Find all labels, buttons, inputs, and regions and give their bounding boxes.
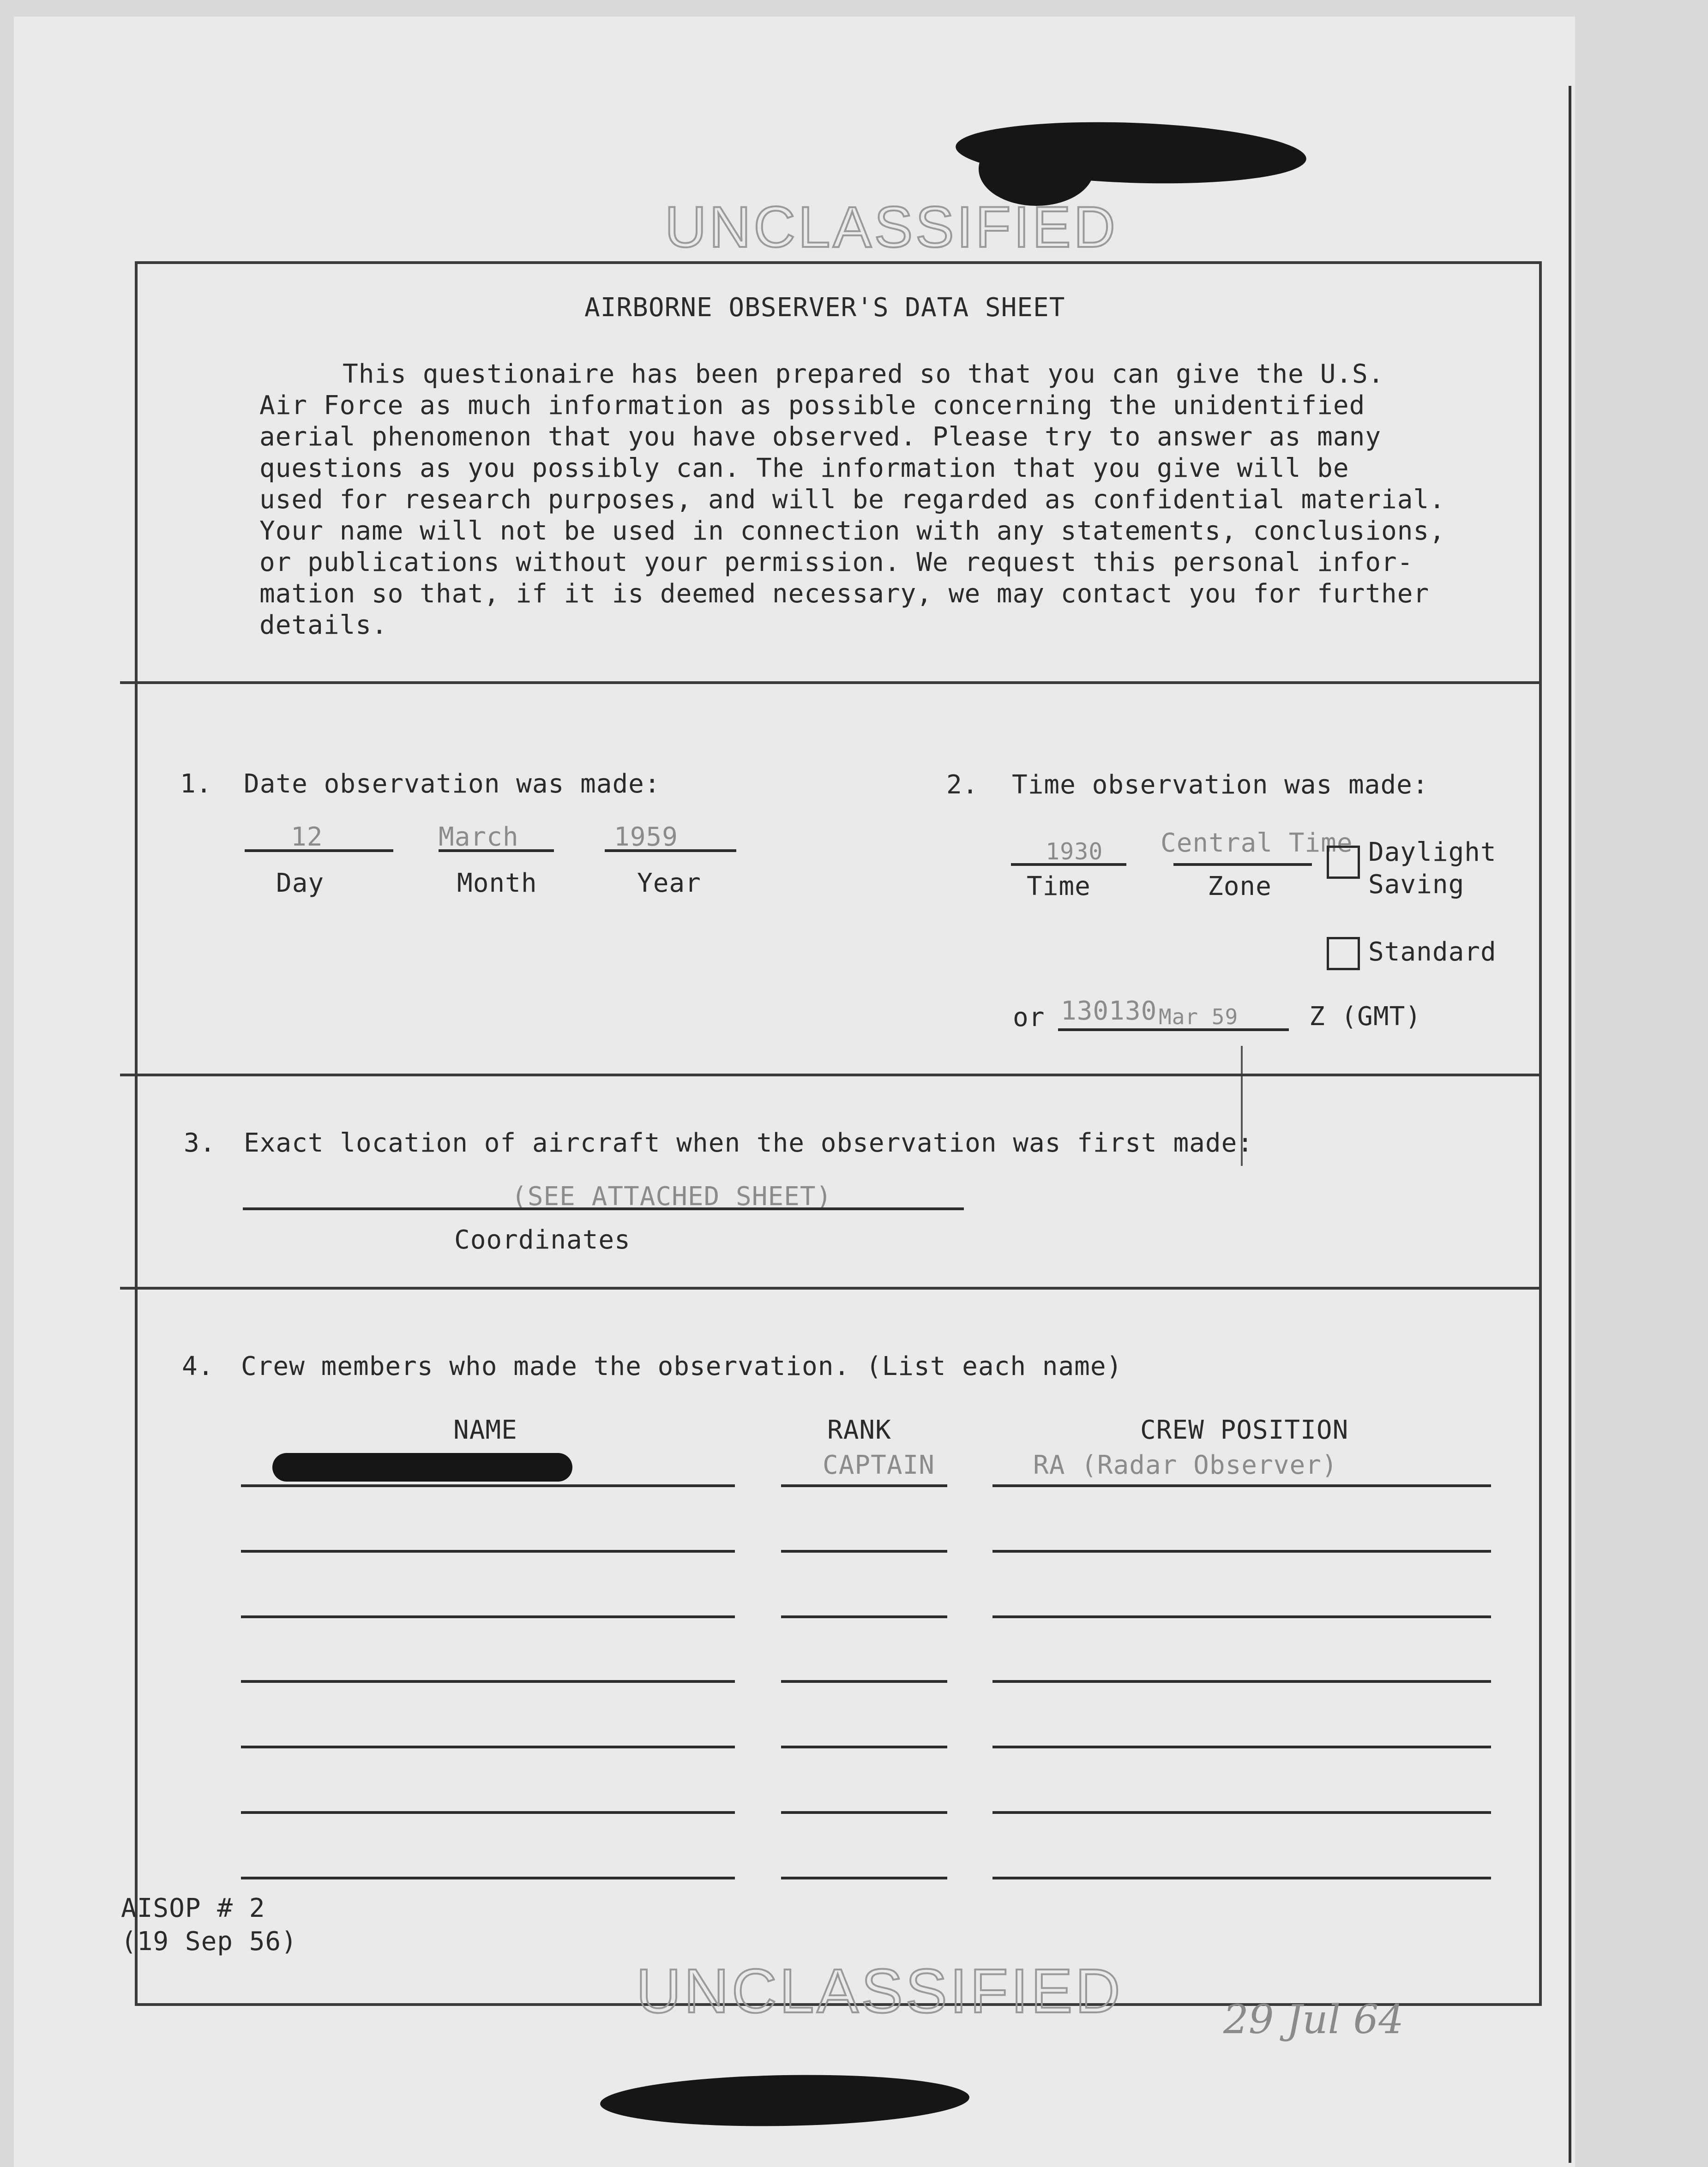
intro-line: or publications without your permission. We request this personal infor- [259, 547, 1413, 577]
name-line [241, 1615, 735, 1618]
q1-day-value: 12 [291, 822, 323, 852]
q1-day-underline [245, 849, 393, 852]
gmt-value-main: 130130 [1061, 996, 1157, 1026]
name-line [241, 1550, 735, 1553]
q4-number: 4. [182, 1351, 214, 1381]
redacted-name [272, 1453, 572, 1482]
q3-number: 3. [184, 1128, 216, 1158]
name-line [241, 1484, 735, 1487]
name-line [241, 1680, 735, 1683]
q3-sublabel: Coordinates [454, 1225, 631, 1255]
unclassified-stamp-top: UNCLASSIFIED [665, 195, 1118, 259]
position-line [992, 1877, 1491, 1879]
form-id: AISOP # 2 [121, 1893, 265, 1923]
page-edge-line [1569, 86, 1571, 2163]
q1-year-label: Year [637, 868, 701, 898]
intro-line: Air Force as much information as possible concerning the unidentified [259, 390, 1365, 420]
rank-line [781, 1811, 947, 1814]
section-divider [120, 1287, 1542, 1290]
q3-value: (SEE ATTACHED SHEET) [511, 1182, 832, 1212]
name-line [241, 1811, 735, 1814]
q3-label: Exact location of aircraft when the observation was first made: [244, 1128, 1254, 1158]
intro-line: details. [259, 610, 388, 640]
rank-line [781, 1680, 947, 1683]
name-line [241, 1877, 735, 1879]
gmt-underline [1058, 1028, 1289, 1031]
q2-time-value: 1930 [1046, 838, 1103, 865]
q1-month-label: Month [457, 868, 537, 898]
position-line [992, 1680, 1491, 1683]
position-line [992, 1746, 1491, 1748]
q1-month-value: March [439, 822, 519, 852]
column-header-rank: RANK [827, 1415, 891, 1445]
gmt-or-label: or [1013, 1002, 1045, 1032]
q1-year-underline [605, 849, 736, 852]
q1-number: 1. [180, 769, 212, 799]
rank-line [781, 1746, 947, 1748]
q3-underline [243, 1207, 964, 1210]
q4-label: Crew members who made the observation. (List each name) [241, 1351, 1123, 1381]
q2-label: Time observation was made: [1012, 770, 1429, 800]
intro-line: mation so that, if it is deemed necessary, we may contact you for further [259, 579, 1430, 609]
gmt-value-sub: Mar 59 [1159, 1004, 1239, 1029]
q2-zone-underline [1173, 863, 1312, 866]
section-divider [120, 1074, 1542, 1076]
form-title: AIRBORNE OBSERVER'S DATA SHEET [584, 293, 1065, 323]
q2-number: 2. [946, 770, 979, 800]
gmt-label: Z (GMT) [1309, 1002, 1422, 1032]
section-divider [120, 681, 1542, 684]
q1-day-label: Day [276, 868, 325, 898]
rank-line [781, 1550, 947, 1553]
handwritten-date: 29 Jul 64 [1223, 1997, 1404, 2043]
rank-line [781, 1877, 947, 1879]
intro-line: aerial phenomenon that you have observed. Please try to answer as many [259, 422, 1382, 452]
position-line [992, 1550, 1491, 1553]
daylight-saving-checkbox[interactable] [1327, 846, 1360, 879]
form-date: (19 Sep 56) [121, 1927, 297, 1957]
unclassified-stamp-bottom: UNCLASSIFIED [636, 1956, 1123, 2026]
position-line [992, 1484, 1491, 1487]
intro-line: questions as you possibly can. The information that you give will be [259, 453, 1349, 483]
position-line [992, 1615, 1491, 1618]
q2-zone-label: Zone [1208, 871, 1272, 901]
q2-time-underline [1011, 863, 1126, 866]
standard-label: Standard [1368, 937, 1497, 967]
q1-label: Date observation was made: [244, 769, 661, 799]
rank-line [781, 1484, 947, 1487]
rank-line [781, 1615, 947, 1618]
intro-line: This questionaire has been prepared so that you can give the U.S. [343, 359, 1384, 389]
daylight-saving-label-1: Daylight [1368, 837, 1497, 867]
intro-line: Your name will not be used in connection with any statements, conclusions, [259, 516, 1445, 546]
crew-row-rank: CAPTAIN [823, 1450, 935, 1480]
q1-month-underline [439, 849, 554, 852]
column-header-position: CREW POSITION [1140, 1415, 1349, 1445]
standard-checkbox[interactable] [1327, 937, 1360, 970]
q2-zone-value: Central Time [1161, 828, 1353, 858]
crew-row-position: RA (Radar Observer) [1033, 1450, 1338, 1480]
intro-line: used for research purposes, and will be regarded as confidential material. [259, 485, 1445, 515]
q2-time-label: Time [1027, 871, 1091, 901]
redaction-blot-bottom [600, 2072, 970, 2129]
document-page [14, 17, 1575, 2167]
column-header-name: NAME [453, 1415, 517, 1445]
name-line [241, 1746, 735, 1748]
q1-year-value: 1959 [614, 822, 678, 852]
daylight-saving-label-2: Saving [1368, 870, 1465, 900]
position-line [992, 1811, 1491, 1814]
